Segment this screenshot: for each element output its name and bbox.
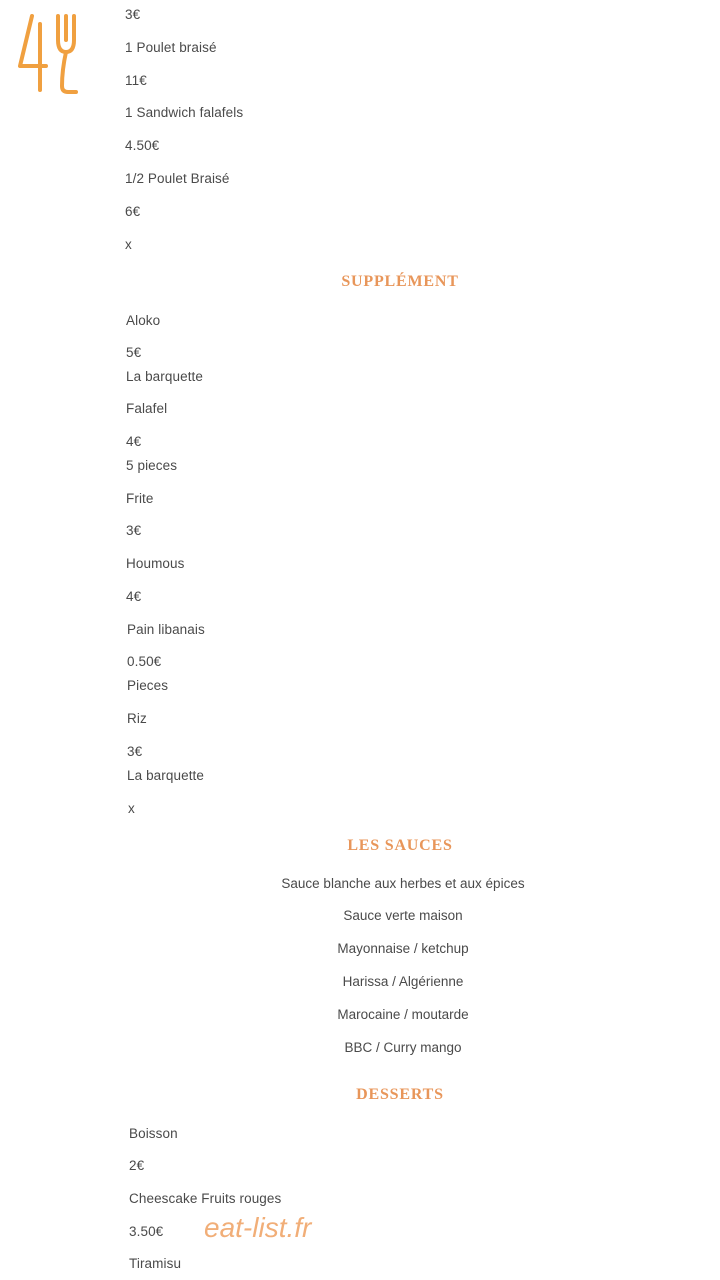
menu-line: Pain libanais bbox=[127, 622, 205, 637]
menu-line: La barquette bbox=[127, 768, 205, 783]
menu-line: 0.50€ bbox=[127, 654, 162, 669]
sauce-item: Sauce blanche aux herbes et aux épices bbox=[281, 876, 525, 891]
watermark-eat-list: eat-list.fr bbox=[204, 1212, 312, 1243]
menu-line: 4.50€ bbox=[125, 138, 160, 153]
menu-line: 6€ bbox=[125, 204, 141, 219]
menu-line: 1 Sandwich falafels bbox=[125, 105, 244, 120]
menu-line: Tiramisu bbox=[129, 1256, 182, 1271]
menu-line: 3.50€ bbox=[129, 1224, 164, 1239]
menu-line: Falafel bbox=[126, 401, 168, 416]
menu-line: x bbox=[128, 801, 135, 816]
menu-line: 3€ bbox=[127, 744, 143, 759]
menu-line: 5€ bbox=[126, 345, 142, 360]
sauce-item: BBC / Curry mango bbox=[344, 1040, 462, 1055]
menu-line: 11€ bbox=[125, 73, 147, 88]
section-heading-sauces: LES SAUCES bbox=[347, 837, 453, 854]
sauce-item: Marocaine / moutarde bbox=[337, 1007, 469, 1022]
menu-line: La barquette bbox=[126, 369, 204, 384]
menu-line: 3€ bbox=[125, 7, 141, 22]
sauce-item: Harissa / Algérienne bbox=[342, 974, 464, 989]
menu-line: 1/2 Poulet Braisé bbox=[125, 171, 230, 186]
sauce-item: Sauce verte maison bbox=[343, 908, 463, 923]
menu-line: x bbox=[125, 237, 132, 252]
menu-line: Aloko bbox=[126, 313, 161, 328]
menu-line: Boisson bbox=[129, 1126, 178, 1141]
menu-line: 2€ bbox=[129, 1158, 145, 1173]
menu-line: 1 Poulet braisé bbox=[125, 40, 217, 55]
menu-line: Cheescake Fruits rouges bbox=[129, 1191, 282, 1206]
menu-line: Houmous bbox=[126, 556, 185, 571]
menu-line: 4€ bbox=[126, 434, 142, 449]
menu-line: Frite bbox=[126, 491, 154, 506]
menu-line: 4€ bbox=[126, 589, 142, 604]
menu-line: Riz bbox=[127, 711, 147, 726]
fork-knife-logo-icon bbox=[16, 10, 88, 96]
section-heading-desserts: DESSERTS bbox=[356, 1086, 444, 1103]
menu-line: 3€ bbox=[126, 523, 142, 538]
menu-line: Pieces bbox=[127, 678, 169, 693]
menu-line: 5 pieces bbox=[126, 458, 178, 473]
sauce-item: Mayonnaise / ketchup bbox=[337, 941, 469, 956]
section-heading-supplement: SUPPLÉMENT bbox=[341, 273, 459, 290]
